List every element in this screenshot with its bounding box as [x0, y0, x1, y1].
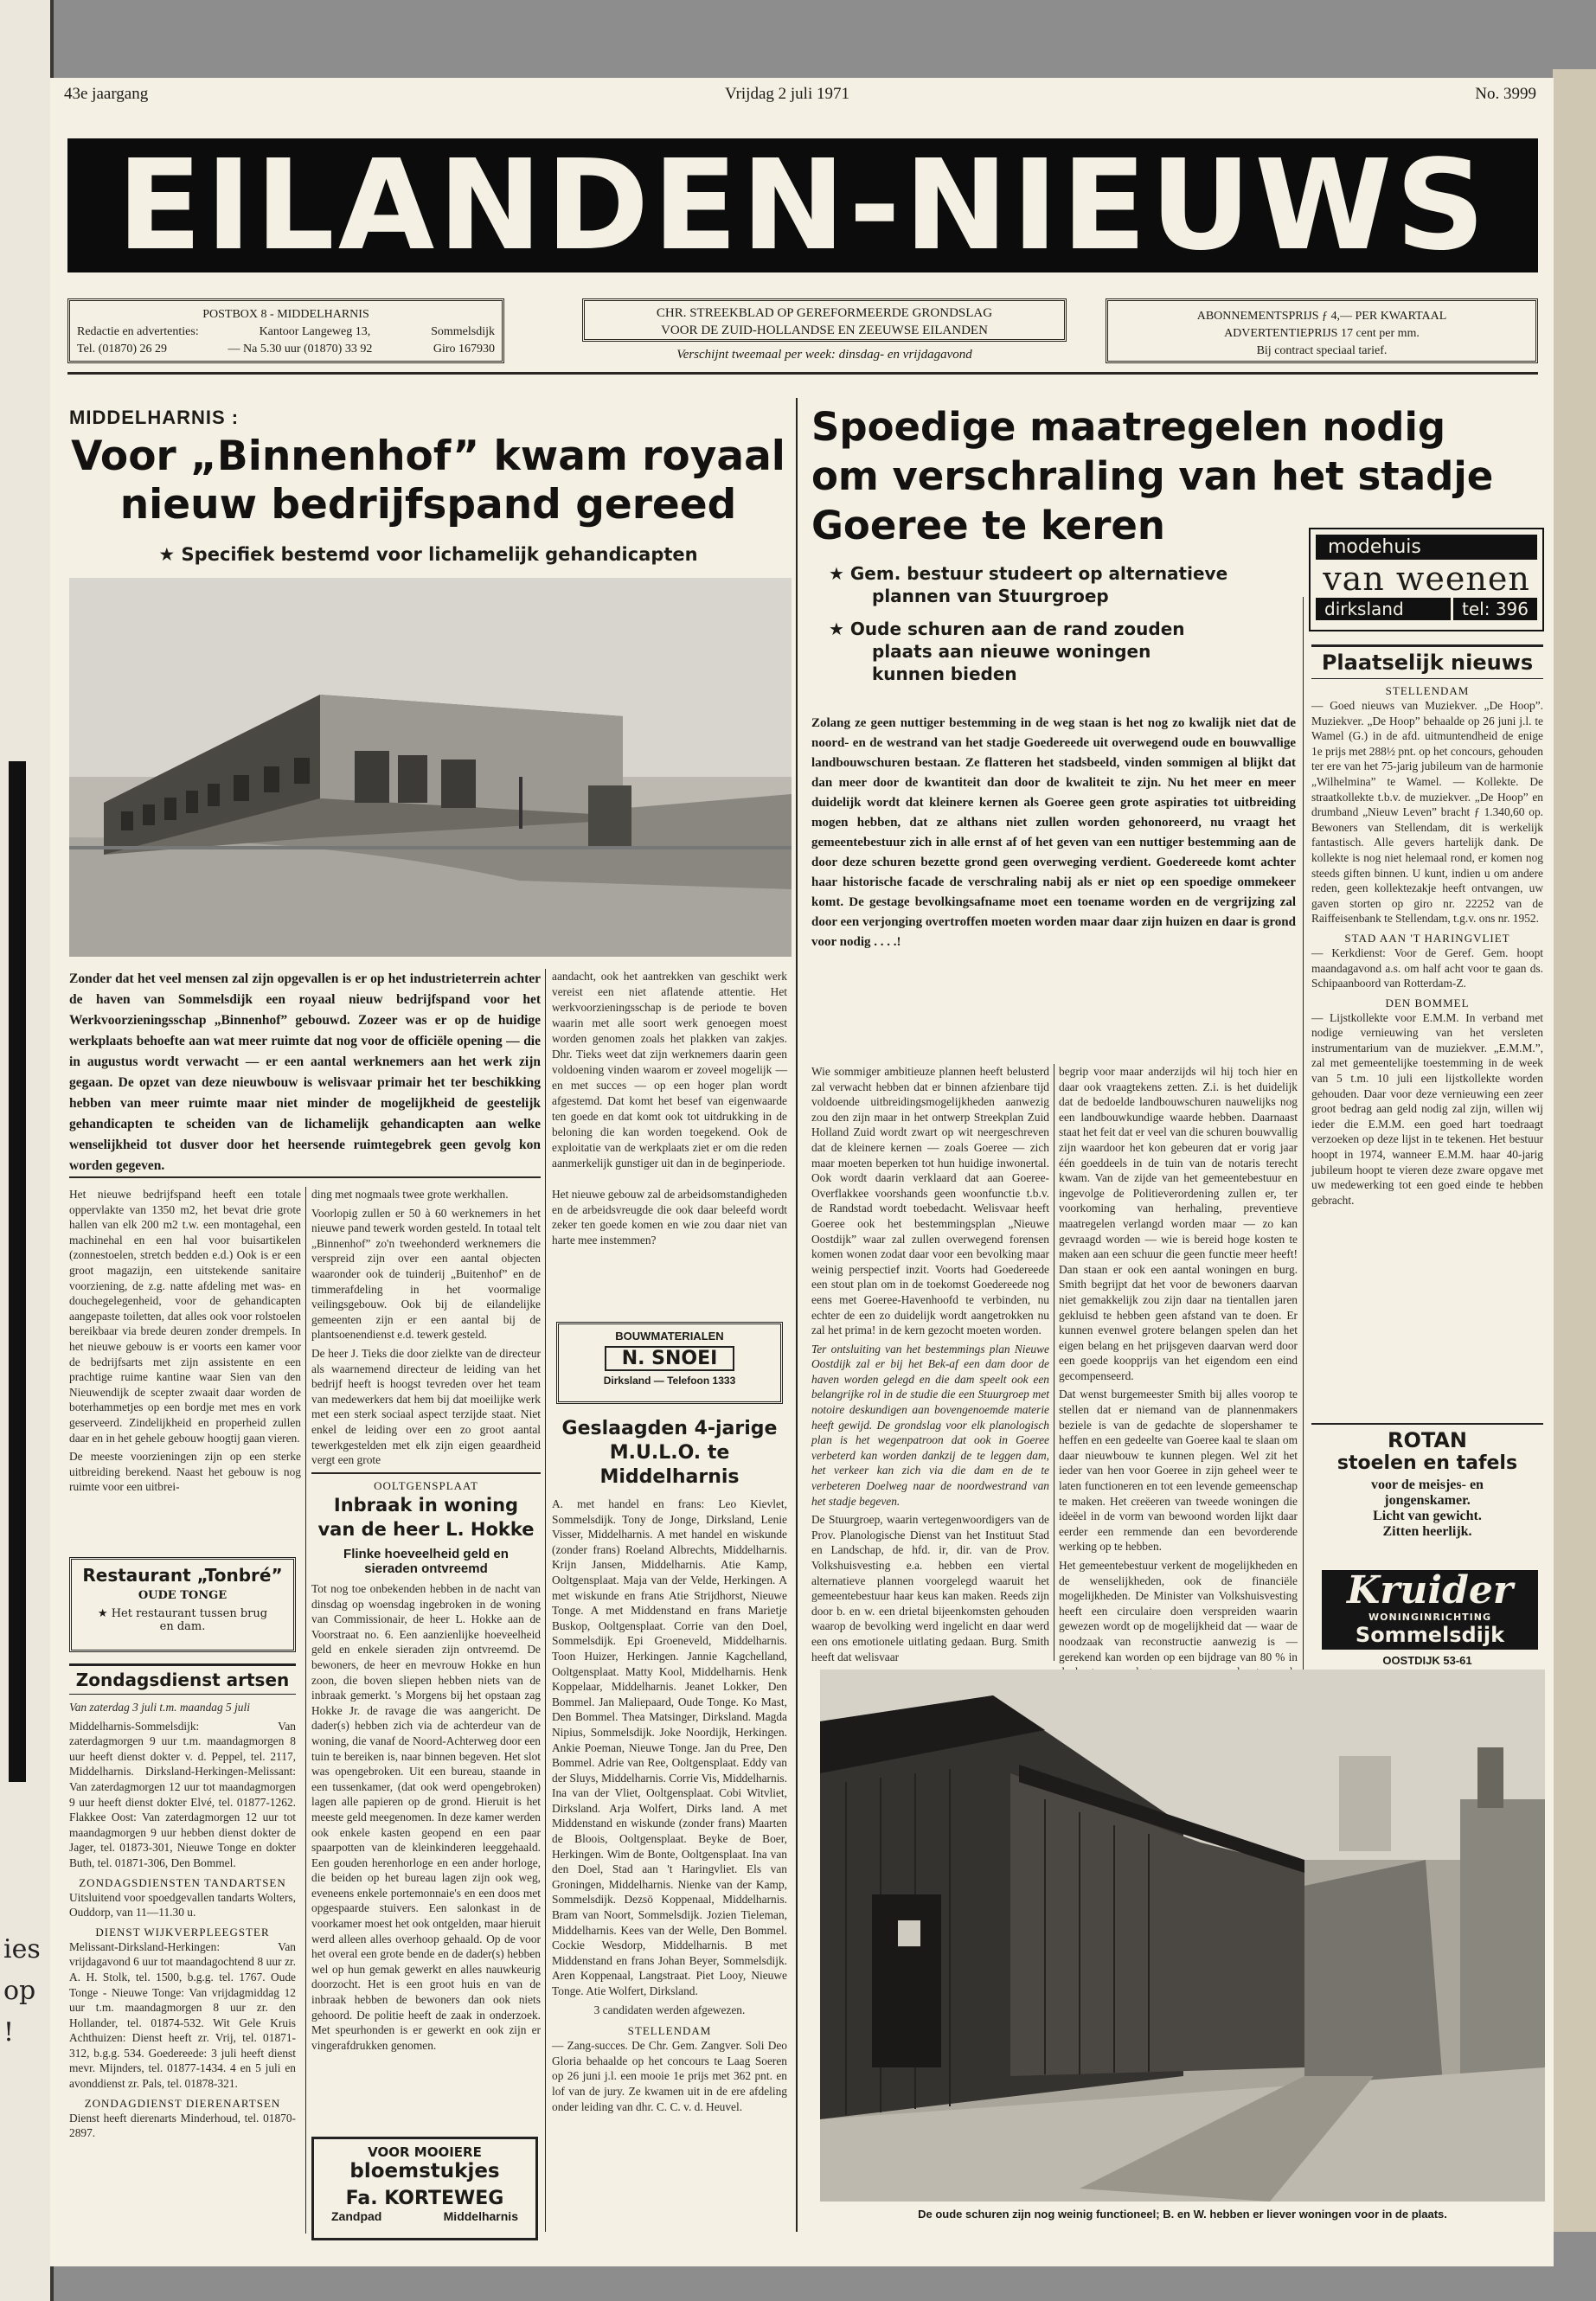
news-item: — Kerkdienst: Voor de Geref. Gem. hoopt maandagavond a.s. om half acht voor te gaan ds. Schipaanboord van Rotterdam-Z.	[1311, 945, 1543, 990]
old-barns-photo	[820, 1670, 1545, 2202]
article-body-col2	[311, 1187, 541, 1471]
ad-street: Zandpad	[331, 2209, 382, 2223]
contact-giro: Giro 167930	[433, 343, 495, 356]
issue-date: Vrijdag 2 juli 1971	[725, 85, 849, 103]
article-body: Tot nog toe onbekenden hebben in de nacht van dinsdag op woensdag ingebroken in de woning van Commissionair, de heer L. Hokke aan de Voorstraat no. 6. Een aanzienlijke hoeveelheid geld en enkele sieraden zijn ontvreemd. De bewoners, de heer en mevrouw Hokke en hun zoon, die boven sliepen hebben niets van de inbraak gemerkt. 's Morgens bij het opstaan zag Hokke Jr. de ravage die was aangericht. De dader(s) hebben zich via de achterdeur van de woning, die vanaf de Noord-Achterweg door een tuin te bereiken is, naar binnen begeven. Het slot was opengebroken. Uit een bureau, staande in een tussenkamer, (dat ook werd opengebroken) lagen alle papieren op de grond. Hieruit is het meeste geld meegenomen. In deze kamer werden ook enkele kasten geopend en een paar spaarpotten van de kleinkinderen leeggehaald. Een gouden herenhorloge en een ander horloge, die beiden op het bureau lagen zijn ook weg, eveneens enkele portemonnaie's en een doos met opgespaarde stuivers. Een salonkast in de voorkamer moest het ook ontgelden, maar hieruit werd alleen alles overhoop gehaald. Op de voor het overal een grote bende en de dader(s) hebben wel op hun gemak gewerkt en alles nauwkeurig doorzocht. Het is een groot huis en van de inbraak hebben de bewoners dan ook niets gehoord. De politie heeft de zaak in onderzoek. Met speurhonden is er gewerkt en ook zijn er vingerafdrukken genomen.	[311, 1582, 541, 2052]
ad-line: WONINGINRICHTING	[1368, 1612, 1491, 1623]
lead-rule	[69, 1176, 541, 1178]
ad-title: ROTAN	[1387, 1428, 1468, 1452]
article-footer: 3 candidaten werden afgewezen.	[593, 2003, 746, 2016]
ad-town: Sommelsdijk	[1355, 1623, 1505, 1647]
ad-line: VOOR MOOIERE	[368, 2144, 482, 2160]
ad-town: Middelharnis	[443, 2209, 518, 2223]
body-paragraph: De meeste voorzieningen zijn op een sterke uitbreiding berekend. Naast het gebouw is nog ruimte voor een uitbrei-	[69, 1450, 301, 1494]
article-headline: Inbraak in woning	[333, 1495, 519, 1516]
contact-row	[70, 341, 502, 358]
graduates-list: A. met handel en frans: Leo Kievlet, Sommelsdijk. Tony de Jonge, Dirksland, Lenie Visser, Middelharnis. A met handel en wiskunde (zonder frans) Roeland Albrechts, Middelharnis. Krijn Jansen, Middelharnis. Atie Kamp, Ooltgensplaat. Maja van der Velde, Herkingen. A met wiskunde en frans Atie Strijdhorst, Nieuwe Tonge. A met Middenstand en frans Marietje Buskop, Ooltgensplaat. Corrie van den Doel, Sommelsdijk. Epi Groeneveld, Middelharnis. Toon Huizer, Herkingen. Jannie Kagchelland, Ooltgensplaat. Matty Kool, Middelharnis. Henk Koppelaar, Middelharnis. Jeanet Lokker, Den Bommel. Jan Maliepaard, Oude Tonge. Ko Mast, Den Bommel. Thea Matsinger, Dirksland. Magda Nipius, Sommelsdijk. Joke Noordijk, Herkingen. Ankie Poeman, Nieuwe Tonge. Jan du Pree, Den Bommel. Adrie van Ree, Ooltgensplaat. Eddy van der Sluys, Middelharnis. Corrie Vis, Middelharnis. Ina van der Vliet, Ooltgensplaat. Cobi Witvliet, Dirksland. Arja Wolfert, Dirks land. A met Middenstand en wiskunde (zonder frans) Maarten de Bloois, Ooltgensplaat. Beyke de Boer, Herkingen. Wim de Bonte, Ooltgensplaat. Ina van den Doel, Stad aan 't Haringvliet. Els van Groningen, Middelharnis. Nienke van der Kamp, Sommelsdijk. Dezsö Koppenaal, Middelharnis. Bram van Noort, Sommelsdijk. Jozien Tieleman, Middelharnis. Kees van der Welle, Den Bommel. Cockie Wesdorp, Middelharnis. B met Middenstand en frans Johan Beyer, Sommelsdijk. Aren Koppenaal, Langstraat. Piet Looy, Nieuwe Tonge. Atie Wolfert, Dirksland.	[552, 1497, 787, 1997]
article-body-col1	[811, 1064, 1049, 1668]
building-photo-image	[69, 578, 792, 957]
contact-postbox: POSTBOX 8 - MIDDELHARNIS	[202, 308, 369, 321]
section-rule	[311, 1472, 541, 1474]
column-divider	[305, 1187, 306, 2234]
ad-slogan: ★ Het restaurant tussen brug en dam.	[97, 1607, 268, 1633]
headline-line: Spoedige maatregelen nodig	[811, 404, 1446, 450]
section-title: Plaatselijk nieuws	[1311, 644, 1543, 679]
ad-restaurant-tonbre	[69, 1557, 296, 1652]
issue-number: No. 3999	[1475, 85, 1536, 103]
article-location: MIDDELHARNIS :	[69, 407, 240, 428]
contact-address: Kantoor Langeweg 13,	[259, 325, 371, 338]
subscription-price: ABONNEMENTSPRIJS ƒ 4,— PER KWARTAAL	[1196, 310, 1447, 323]
newspaper-page	[50, 78, 1554, 2266]
article-location: OOLTGENSPLAAT	[374, 1479, 478, 1492]
article-lead: Zonder dat het veel mensen zal zijn opgevallen is er op het industrieterrein achter de haven van Sommelsdijk een royaal nieuw bedrijfspand voor het Werkvoorzieningsschap „Binnenhof” gebouwd. Zozeer was er op de huidige werkplaats behoefte aan wat meer ruimte dat nog voor de officiële opening — die in augustus wordt verwacht — er een aantal werknemers aan het werk zijn gegaan. De opzet van deze nieuwbouw is welisvaar primair het ter beschikking hebben van meer ruimte maar niet minder de mogelijkheid de geestelijk gehandicapten te scheiden van de lichamelijk gehandicapten aan welke wenselijkheid tot dusver door het heersende ruimtegebrek geen gevolg kon worden gegeven.	[69, 971, 541, 1173]
contract-note: Bij contract speciaal tarief.	[1256, 344, 1388, 357]
binding-strip	[9, 761, 26, 1782]
body-paragraph: Het nieuwe bedrijfspand heeft een totale oppervlakte van 1350 m2, het bevat drie grote hallen van elk 200 m2 t.w. een montagehal, een machinehal en een hal voor buisartikelen (zonnestoelen, stretch bedden e.d.) Ook is er een groot magazijn, een uitstekende sanitaire voorziening, de z.g. natte afdeling met was- en douchegelegenheid, voor de gehandicapten aangepaste toiletten, dat alles ook voor rolstoelen bereikbaar via brede deuren zonder drempels. In het nieuwe gebouw is er voorts een kamer voor de bedrijfsarts met zijn assistente en een prachtige ruime kantine waar Sien van den Nieuwendijk de scepter zwaait daar worden de boterhammetjes op een bordje met mes en vork geserveerd. Zindelijkheid en properheid zullen daar en in het gehele gebouw hoogtij gaan vieren.	[69, 1188, 301, 1445]
article-body: — Zang-succes. De Chr. Gem. Zangver. Soli Deo Gloria behaalde op het concours te Laag Soeren op 26 juni j.l. een mooie 1e prijs met 362 pnt. en lof van de jury. Ze kwamen uit in de ere afdeling onder leiding van dhr. C. C. v. d. Heuvel.	[552, 2039, 787, 2113]
news-location: STAD AAN 'T HARINGVLIET	[1344, 931, 1510, 945]
photo-caption: De oude schuren zijn nog weinig functioneel; B. en W. hebben er liever woningen voor in de plaats.	[918, 2208, 1447, 2221]
headline-line: Goeree te keren	[811, 503, 1165, 548]
ad-van-weenen	[1309, 528, 1544, 631]
body-paragraph: Het gemeentebestuur verkent de mogelijkheden en de wenselijkheden, ook de financiële mogelijkheden. De Minister van Volkshuisvesting heeft een circulaire doen verspreiden waarin gewezen wordt op de mogelijkheid dat — waar de noodzaak van reconstructie aanwezig is — gerekend kan worden op een bijdrage van 80 % in	[1059, 1559, 1298, 1663]
ad-kruider	[1322, 1570, 1538, 1650]
deck-line: ★ Oude schuren aan de rand zouden	[829, 619, 1185, 639]
article-deck	[829, 562, 1313, 685]
contact-town: Sommelsdijk	[431, 325, 495, 338]
ad-company: Fa. KORTEWEG	[345, 2188, 504, 2209]
headline-line: Voor „Binnenhof” kwam royaal	[71, 433, 785, 480]
mulo-article	[552, 1417, 787, 2114]
old-barns-photo-image	[820, 1670, 1545, 2202]
body-paragraph: ding met nogmaals twee grote werkhallen.	[311, 1188, 509, 1201]
body-paragraph: De Stuurgroep, waarin vertegenwoordigers van de Prov. Planologische Dienst van het Instituut Stad en Landschap, de hfd. ir, dir. van de Prov. Volkshuisvesting e.a. hebben een viertal alternatieve plannen voorgelegd waaruit het gemeentebestuur haar keus kan maken. Reeds zijn door b. en w. een drietal bijeenkomsten gehouden waarop de bevolking werd ingelicht en daar werd een ons emotionele uitlating gedaan. Burg. Smith heeft dat welisvaar	[811, 1513, 1049, 1663]
article-body-col2	[1059, 1064, 1298, 1729]
ad-line: BOUWMATERIALEN	[615, 1330, 724, 1343]
binding-word: ies	[3, 1934, 41, 1965]
news-location: DEN BOMMEL	[1385, 996, 1470, 1009]
article-subhead: sieraden ontvreemd	[364, 1561, 488, 1576]
binding-word: op !	[3, 1976, 36, 2048]
ad-contact-bar	[1316, 598, 1537, 620]
ad-line: Licht van gewicht.	[1373, 1509, 1482, 1523]
ad-address	[314, 2209, 535, 2223]
section-title: Zondagsdienst artsen	[69, 1663, 296, 1695]
article-headline	[69, 433, 787, 529]
advertising-price: ADVERTENTIEPRIJS 17 cent per mm.	[1224, 327, 1420, 340]
contact-box	[67, 298, 504, 363]
article-lead: Zolang ze geen nuttiger bestemming in de weg staan is het nog zo kwalijk niet dat de noord- en de westrand van het stadje Goedereede uit overwegend oude en bouwvallige landbouwschuren bestaan. Ze flatteren het stadsbeeld, vinden sommigen al blijkt dat dan meer door de kwantiteit dan door de kwaliteit te zijn. Nu het meer en meer duidelijk wordt dat kleinere kernen als Goeree geen grote aspiraties tot uitbreiding mogen hebben, dat ze althans niet zullen worden gehonoreerd, nu vraagt het gemeentebestuur zich in alle ernst af of het geven van een nuttiger bestemming aan de door deze schuren bezette grond geen overweging verdient. Goedereede komt achter haar historische facade de verschraling nabij als er niet op een spoedige ommekeer komt. De gestage bevolkingsafname moet een toename worden en de vergrijzing zal door een verjonging overtroffen moeten worden maar daar zijn huizen en daar is grond voor nodig . . . .!	[811, 716, 1296, 949]
service-text: Uitsluitend voor spoedgevallen tandarts Wolters, Ouddorp, van 11—11.30 u.	[69, 1890, 296, 1920]
headline-line: om verschraling van het stadje	[811, 453, 1494, 499]
page-edge-shadow	[1553, 69, 1596, 2232]
paper-identity-line: CHR. STREEKBLAD OP GEREFORMEERDE GRONDSLAG	[656, 306, 993, 320]
article-deck: ★ Specifiek bestemd voor lichamelijk gehandicapten	[158, 544, 698, 565]
column-divider	[545, 969, 546, 2232]
masthead-title: EILANDEN-NIEUWS	[117, 138, 1489, 272]
deck-line: ★ Gem. bestuur studeert op alternatieve	[829, 563, 1228, 584]
ad-town: dirksland	[1324, 599, 1404, 619]
body-paragraph: Ter ontsluiting van het bestemmings plan Nieuwe Oostdijk zal er bij het Bek-af een dam door de haven worden gelegd en die dam speelt ook een belangrijke rol in de studie die een Stuurgroep met notoire deskundigen aan bovengenoemde materie heeft gewijd. De grondslag voor elk planologisch plan is het wegenpatroon dat ook in Goeree verbeterd kan worden dankzij de te leggen dam, het verkeer kan zich via die dam en de te verbeteren Doelweg naar de noordwestrand van het stadje begeven.	[811, 1342, 1049, 1508]
news-item: — Lijstkollekte voor E.M.M. In verband met nodige vernieuwing van het versleten instrumentarium van de muziekver. „E.M.M.”, zal met gemeentelijke toestemming in de week van 5 t.m. 10 juli een lijstkollekte worden gehouden. Daar voor deze vernieuwing een zeer groot bedrag aan geld nodig zal zijn, willen wij ieder die E.M.M. een goed hart toedraagt verzoeken op deze lijst in te tekenen. Het bestuur hoopt in 1974, wanneer E.M.M. haar 40-jarig jubileum hoopt te vieren deze zware opgave met uw medewerking tot een goed einde te hebben gebracht.	[1311, 1010, 1543, 1207]
ad-phone: tel: 396	[1451, 598, 1537, 620]
article-headline: Geslaagden 4-jarige	[561, 1418, 778, 1439]
body-paragraph: Wie sommiger ambitieuze plannen heeft belusterd zal verwacht hebben dat er binnen afzienbare tijd voldoende uitbreidingsmogelijkheden aanwezig zou den zijn maar in het ontwerp Streekplan Zuid Holland Zuid wordt zwart op wit neergeschreven dat de kleinere kernen — zoals Goeree — zich maar moeten beperken tot hun huidige inwonertal. Ook wordt daarin verklaard dat aan Goeree-Overflakkee voorshands geen woonfunctie t.b.v. de Randstad wordt toebedacht. Welisvaar heeft Goeree ook het bestemmingsplan „Nieuwe Oostdijk” waar zal zullen overwegend forensen komen wonen zodat daar voor een bevolking maar weinig perspectief inzit. Voorts had Goedereede een stout plan om in de toekomst Goedereede nog eens met Goeree-Havenhoofd te verbinden, nu echter de een zo duidelijk wordt aangetrokken nu zal het prima! in de kern gezocht moeten worden.	[811, 1065, 1049, 1337]
headline-line: nieuw bedrijfspand gereed	[119, 481, 737, 529]
building-photo	[69, 578, 792, 957]
article-body-col1	[69, 1187, 301, 1498]
article-headline: van de heer L. Hokke	[317, 1519, 535, 1540]
article-headline: Middelharnis	[599, 1466, 740, 1488]
body-paragraph: De heer J. Tieks die door zielkte van de directeur als waarnemend directeur de leiding van het bedrijf heeft is hoogst tevreden over het team van medewerkers dat hem bij dat moeilijke werk met een sterk sociaal aspect terzijde staat. Niet enkel de leiding over een zo groot aantal tewerkgestelden met elk zijn eigen geaardheid vergt een grote	[311, 1346, 541, 1467]
ad-company: N. SNOEI	[605, 1346, 734, 1371]
subsection-title: ZONDAGDIENST DIERENARTSEN	[84, 2096, 281, 2110]
subscription-box	[1106, 298, 1538, 363]
news-item: — Goed nieuws van Muziekver. „De Hoop”. Muziekver. „De Hoop” behaalde op 26 juni j.l. te Wamel (G.) in de afd. uitmuntendheid de enige 1e prijs met 288½ pnt. op het concours, gehouden ter ere van het 75-jarig jubileum van de harmonie „Wilhelmina” te Wamel. — Kollekte. De straatkollekte t.b.v. de muziekver. „De Hoop” en drumband „Nieuw Leven” bracht ƒ 1.340,60 op. Bewoners van Stellendam, dit is werkelijk fantastisch. Alle gevers hartelijk dank. De kollekte is nog niet helemaal rond, er komen nog steeds giften binnen. U kunt, indien u om andere reden, geen kollektezakje heeft ontvangen, uw gaven storten op giro nr. 22252 van de Raiffeisenbank te Stellendam, t.g.v. ons nr. 1952.	[1311, 699, 1543, 926]
contact-phone: Tel. (01870) 26 29	[77, 343, 168, 356]
ad-line: voor de meisjes- en	[1371, 1477, 1484, 1492]
ad-korteweg	[311, 2137, 538, 2240]
ad-rotan	[1311, 1423, 1543, 1561]
deck-line: plannen van Stuurgroep	[872, 586, 1109, 606]
paper-identity-line: VOOR DE ZUID-HOLLANDSE EN ZEEUWSE EILANDEN	[661, 324, 988, 337]
body-paragraph: begrip voor maar anderzijds wil hij toch hier en daar ook vraagtekens zetten. Z.i. is het duidelijk dat de bedoelde landbouwschuren nauwelijks nog een landbouwkundige waarde hebben. Daarnaast staat het feit dat er veel van die schuren bouwvallig zijn waardoor het kon gebeuren dat er vorig jaar één goeddeels in de tuin van de notaris terecht kwam. Van de zijde van het gemeentebestuur en ingevolge de Politieverordening zullen er, ter voorkoming van herhaling, preventieve maatregelen verlangd worden maar — zo kan gevraagd worden — wie is bereid hoge kosten te maken aan een schuur die geen functie meer heeft! Dan staan er ook een aantal woningen en burg. Smith begrijpt dat het voor de bewoners daarvan niet gemakkelijk zou zijn daar na tientallen jaren gekluisd te hebben geen afstand van te doen. Er kunnen evenwel grotere belangen spelen dan het eigen belang en het prijsgeven daarvan werd door een goede koopprijs van het eigendom een eind gecompenseerd.	[1059, 1065, 1298, 1382]
publication-schedule: Verschijnt tweemaal per week: dinsdag- en vrijdagavond	[676, 348, 972, 362]
ad-contact: Dirksland — Telefoon 1333	[603, 1375, 736, 1387]
ad-company: van weenen	[1323, 560, 1530, 598]
article-location: STELLENDAM	[627, 2024, 712, 2038]
body-paragraph: Dat wenst burgemeester Smith bij alles voorop te stellen dat er niemand van de plannenmakers beziele is van de gedachte de slopershamer te heffen en een gedeelte van Goeree kaal te slaan om daar nieuwbouw te kunnen plegen. Wel zit het ieder van hen voor Goeree in zijn geheel weer te laten functioneren en tot een levende gemeenschap te maken. Het creëeren van tweede woningen die ideëel in de vorm van bewoond worden lijkt daar eerder een remmende dan een bevorderende werking op te hebben.	[1059, 1388, 1298, 1554]
service-text: Melissant-Dirksland-Herkingen: Van vrijdagavond 6 uur tot maandagochtend 8 uur zr. A. H. Stolk, tel. 1500, b.g.g. tel. 1767. Oude Tonge - Nieuwe Tonge: Van vrijdagmiddag 12 uur t.m. maandagmorgen 8 uur zr. den Hollander, tel. 01874-532. Wit Gele Kruis Achthuizen: Dienst heeft zr. Vrij, tel. 01871-312, b.g.g. 534. Goedereede: 3 juli heeft dienst mevr. Mijnders, tel. 01877-1434. 4 en 5 juli en avonddienst zr. Pals, tel. 01878-321.	[69, 1939, 296, 2091]
deck-line: kunnen bieden	[872, 663, 1017, 684]
ad-title: Restaurant „Tonbré”	[82, 1565, 283, 1586]
ad-line: modehuis	[1316, 535, 1537, 560]
subsection-title: DIENST WIJKVERPLEEGSTER	[95, 1925, 270, 1939]
jaargang: 43e jaargang	[64, 85, 149, 103]
ad-line: stoelen en tafels	[1336, 1452, 1518, 1474]
ad-line: Zitten heerlijk.	[1382, 1524, 1472, 1539]
service-period: Van zaterdag 3 juli t.m. maandag 5 juli	[69, 1701, 250, 1714]
ad-line: jongenskamer.	[1384, 1493, 1471, 1508]
service-text: Dienst heeft dierenarts Minderhoud, tel. 01870-2897.	[69, 2111, 296, 2140]
body-paragraph: Voorlopig zullen er 50 à 60 werknemers in het nieuwe pand tewerk worden gesteld. In totaal telt „Binnenhof” zo'n tweehonderd werknemers die verspreid zijn over een aantal objecten waaronder ook de tuinderij „Buitenhof” en de timmerafdeling in het voormalige veilingsgebouw. Ook bij de eilandelijke gemeenten zijn er een aantal bij de plantsoenendienst e.d. tewerk gesteld.	[311, 1206, 541, 1342]
article-headline: M.U.L.O. te	[609, 1442, 730, 1464]
ad-place: OUDE TONGE	[138, 1589, 228, 1602]
contact-label: Redactie en advertenties:	[77, 325, 199, 338]
inbraak-article	[311, 1472, 541, 2053]
page-binding	[0, 0, 54, 2301]
masthead-rule	[67, 372, 1538, 375]
article-subhead: Flinke hoeveelheid geld en	[343, 1547, 509, 1561]
masthead	[67, 138, 1538, 272]
contact-phone-evening: — Na 5.30 uur (01870) 33 92	[228, 343, 373, 356]
service-text: Middelharnis-Sommelsdijk: Van zaterdagmorgen 9 uur t.m. maandagmorgen 8 uur heeft dienst dokter v. d. Peppel, tel. 2117, Middelharnis. Dirksland-Herkingen-Melissant: Van zaterdagmorgen 12 uur tot maandagmorgen 9 uur heeft dienst dokter Elvé, tel. 01877-1262. Flakkee Oost: Van zaterdagmorgen 12 uur tot maandagmorgen 9 uur hebben dienst dokter de Jager, tel. 01873-301, Nieuwe Tonge en dokter Buth, tel. 01871-306, Den Bommel.	[69, 1719, 296, 1869]
column-divider	[1303, 597, 1304, 1670]
paper-identity-box	[582, 298, 1067, 342]
contact-row	[70, 324, 502, 341]
ad-snoei	[556, 1322, 783, 1404]
article-conclusion: Het nieuwe gebouw zal de arbeidsomstandigheden en de arbeidsvreugde die ook daar beleefd wordt zeker ten goede komen en wie zou daar niet van harte mee instemmen?	[552, 1188, 787, 1247]
binding-fragment	[3, 1929, 50, 2054]
zondagsdienst-section	[69, 1663, 296, 2141]
article-continuation: aandacht, ook het aantrekken van geschikt werk vereist een niet aflatende attentie. Het werkvoorzieningsschap is de periode te boven waarin met alle soort werk genoegen moest worden genomen zoals het plakken van zakjes. Dhr. Tieks weet dat zijn werknemers daarin geen voldoening vinden waarom er zoveel mogelijk — en met succes — op een hoger plan wordt afgestemd. Dat komt het besef van eigenwaarde ten goede en dat komt ook tot uitdrukking in de beloning die kan worden toegekend. Ook de exploitatie van de werkplaats ziet er om die reden aanmerkelijk gunstiger uit dan in de beginperiode.	[552, 970, 787, 1170]
deck-line: plaats aan nieuwe woningen	[872, 641, 1151, 662]
subsection-title: ZONDAGSDIENSTEN TANDARTSEN	[79, 1875, 286, 1889]
ad-company: Kruider	[1346, 1568, 1514, 1612]
ad-title: bloemstukjes	[349, 2160, 500, 2182]
local-news-section	[1311, 644, 1543, 1208]
ad-address: OOSTDIJK 53-61	[1382, 1654, 1472, 1667]
news-location: STELLENDAM	[1385, 684, 1470, 697]
column-divider	[796, 398, 798, 2232]
